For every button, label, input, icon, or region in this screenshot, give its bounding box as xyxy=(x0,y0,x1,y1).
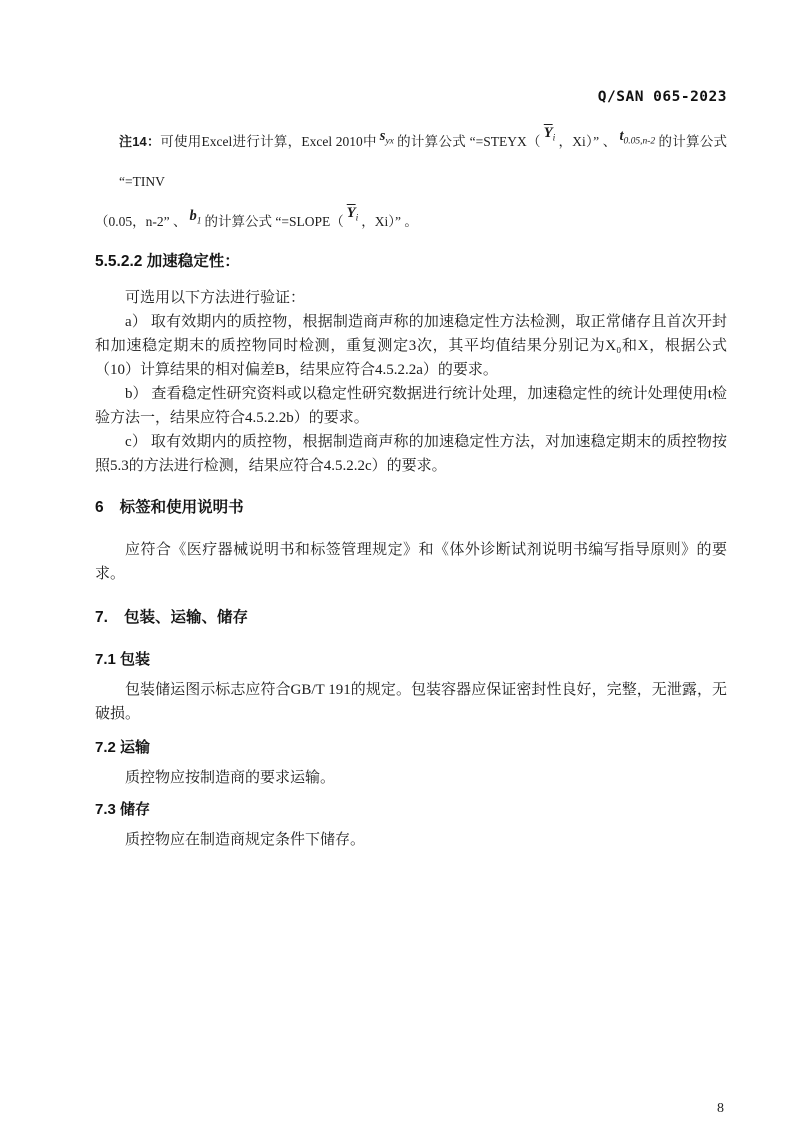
note-14-text-6: 的计算公式 “=SLOPE（ xyxy=(204,214,344,229)
paragraph-7-2: 质控物应按制造商的要求运输。 xyxy=(125,770,336,786)
paragraph-7-3: 质控物应在制造商规定条件下储存。 xyxy=(125,832,366,848)
heading-5-5-2-2: 5.5.2.2 加速稳定性： xyxy=(95,253,240,270)
section-6-title: 标签和使用说明书 xyxy=(119,499,244,516)
note-14-text-5: （0.05，n-2” 、 xyxy=(95,214,187,229)
heading-7-3: 7.3 储存 xyxy=(95,801,151,818)
section-7-number: 7. xyxy=(95,609,108,626)
page-number: 8 xyxy=(717,1101,724,1116)
formula-b-1: $b_1$ xyxy=(189,208,202,227)
heading-7-2: 7.2 运输 xyxy=(95,739,151,756)
note-14 xyxy=(95,122,727,242)
heading-section-6 xyxy=(95,498,727,518)
note-14-text-2: 的计算公式 “=STEYX（ xyxy=(396,134,541,149)
note-14-text-4: 的计算公式 “=TINV xyxy=(119,134,728,189)
list-item-b: b） 查看稳定性研究资料或以稳定性研究数据进行统计处理，加速稳定性的统计处理使用t检验方法一，结果应符合4.5.2.2b）的要求。 xyxy=(95,386,727,426)
section-7-title: 包装、运输、储存 xyxy=(123,609,248,626)
note-14-text-1: 可使用Excel进行计算，Excel 2010中 xyxy=(160,134,377,149)
list-item-a: a） 取有效期内的质控物，根据制造商声称的加速稳定性方法检测，取正常储存且首次开封和加速稳定期末的质控物同时检测，重复测定3次，其平均值结果分别记为X₀和X，根据公式（10）计算结果的相对偏差B，结果应符合4.5.2.2a）的要求。 xyxy=(95,314,727,378)
document-code: Q/SAN 065-2023 xyxy=(597,89,727,105)
heading-section-7 xyxy=(95,608,727,628)
note-14-text-3: ，Xi）” 、 xyxy=(558,134,617,149)
section-6-number: 6 xyxy=(95,499,104,516)
formula-t-005-n2: $t_{0.05,n-2}$ xyxy=(619,128,656,147)
formula-y-bar-i-2: $\overline{Y}_i$ xyxy=(346,205,359,224)
note-14-line-1 xyxy=(95,122,727,202)
list-item-c: c） 取有效期内的质控物，根据制造商声称的加速稳定性方法，对加速稳定期末的质控物按照5.3的方法进行检测，结果应符合4.5.2.2c）的要求。 xyxy=(95,434,727,474)
paragraph-7-1: 包装储运图示标志应符合GB/T 191的规定。包装容器应保证密封性良好，完整，无泄露，无破损。 xyxy=(95,682,727,722)
paragraph-section-6: 应符合《医疗器械说明书和标签管理规定》和《体外诊断试剂说明书编写指导原则》的要求。 xyxy=(95,542,727,582)
paragraph-intro-verification: 可选用以下方法进行验证： xyxy=(125,290,306,306)
heading-7-1: 7.1 包装 xyxy=(95,651,151,668)
note-14-line-2 xyxy=(95,202,727,242)
formula-s-yx: $s_{yx}$ xyxy=(379,128,394,147)
note-14-label: 注14： xyxy=(119,134,161,149)
note-14-text-7: ，Xi）” 。 xyxy=(361,214,418,229)
formula-y-bar-i: $\overline{Y}_i$ xyxy=(543,125,556,144)
